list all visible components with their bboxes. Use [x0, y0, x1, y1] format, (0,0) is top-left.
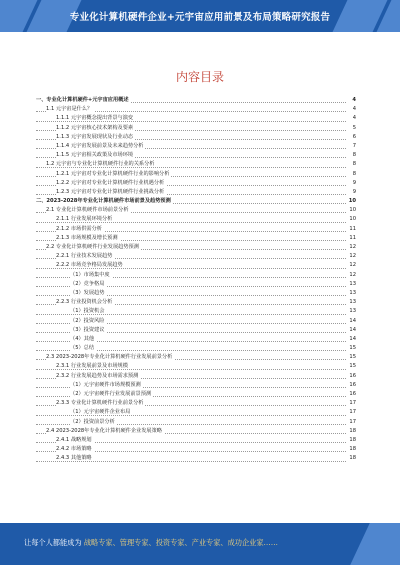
toc-page-number: 17	[348, 418, 356, 427]
toc-page-number: 8	[352, 160, 356, 169]
toc-entry-label: 1.2.1 元宇宙对专业化计算机硬件行业的影响分析	[56, 170, 170, 177]
toc-heading: 内容目录	[175, 70, 224, 84]
toc-page-number: 15	[348, 353, 356, 362]
toc-page-number: 13	[348, 307, 356, 316]
toc-entry-label: 2.4.2 市场策略	[56, 446, 92, 453]
toc-entry[interactable]	[36, 243, 356, 252]
toc-entry-label: 2.3 2023-2028年专业化计算机硬件行业发展前景分析	[46, 354, 173, 361]
toc-entry[interactable]	[36, 372, 356, 381]
footer-roles: 战略专家、管理专家、投资专家、产业专家、成功企业家……	[83, 538, 278, 547]
toc-page-number: 12	[348, 261, 356, 270]
toc-entry-label: （2）元宇宙硬件行业发展前景预测	[70, 391, 152, 397]
toc-entry-label: 1.2.3 元宇宙对专业化计算机硬件行业挑战分析	[56, 188, 165, 195]
footer-lead: 让每个人都能成为	[24, 538, 82, 547]
toc-page-number: 15	[348, 362, 356, 371]
toc-page-number: 13	[348, 289, 356, 298]
toc-entry-label: （1）市场集中度	[70, 271, 110, 278]
toc-entry[interactable]	[36, 408, 356, 417]
toc-entry-label: 二、2023-2028年专业化计算机硬件市场前景及趋势预测	[36, 198, 171, 205]
toc-entry-label: 一、专业化计算机硬件+元宇宙应用概述	[36, 97, 129, 103]
toc-entry-label: （3）投资建议	[70, 326, 105, 333]
toc-page-number: 15	[348, 344, 356, 353]
toc-entry[interactable]	[36, 418, 356, 427]
toc-entry-label: 2.1.2 市场供需分析	[56, 225, 102, 232]
toc-entry[interactable]	[36, 335, 356, 344]
toc-entry[interactable]	[36, 261, 356, 270]
toc-entry-label: 2.4.3 其他策略	[56, 455, 92, 462]
toc-entry-label: 1.1.1 元宇宙概念提出背景与演变	[56, 115, 134, 122]
toc-entry-label: 2.3.3 专业化计算机硬件行业前景分析	[56, 400, 144, 407]
toc-page-number: 10	[348, 197, 356, 206]
toc-page-number: 13	[348, 298, 356, 307]
toc-page-number: 18	[348, 454, 356, 463]
toc-page-number: 14	[348, 317, 356, 326]
toc-entry[interactable]	[36, 317, 356, 326]
toc-page-number: 18	[348, 436, 356, 445]
toc-entry-label: 1.1.3 元宇宙发展现状及行业动态	[56, 133, 134, 140]
toc-entry[interactable]	[36, 344, 356, 353]
toc-entry[interactable]	[36, 114, 356, 123]
toc-entry-label: 2.2.3 行业投资机会分析	[56, 299, 113, 306]
toc-entry[interactable]	[36, 307, 356, 316]
toc-entry-label: 2.2.1 行业技术发展趋势	[56, 253, 113, 260]
toc-page-number: 16	[348, 390, 356, 399]
toc-entry[interactable]	[36, 96, 356, 105]
toc-page-number: 5	[352, 124, 356, 133]
header-banner	[0, 0, 400, 32]
toc-entry[interactable]	[36, 280, 356, 289]
toc-entry[interactable]	[36, 390, 356, 399]
toc-entry-label: （1）元宇宙硬件市场规模预测	[70, 381, 141, 388]
toc-entry-label: 1.2 元宇宙与专业化计算机硬件行业的关系分析	[46, 161, 155, 168]
toc-entry[interactable]	[36, 399, 356, 408]
toc-entry[interactable]	[36, 133, 356, 142]
toc-entry[interactable]	[36, 271, 356, 280]
toc-entry-label: （2）投资风险	[70, 317, 105, 324]
toc-page-number: 12	[348, 271, 356, 280]
table-of-contents	[36, 96, 356, 464]
toc-entry-label: （2）投资前景分析	[70, 418, 115, 425]
toc-entry[interactable]	[36, 326, 356, 335]
toc-page-number: 7	[352, 142, 356, 151]
toc-entry[interactable]	[36, 225, 356, 234]
toc-entry[interactable]	[36, 427, 356, 436]
toc-page-number: 4	[352, 105, 356, 114]
toc-entry[interactable]	[36, 353, 356, 362]
toc-page-number: 16	[348, 381, 356, 390]
toc-entry-label: 1.1.4 元宇宙发展前景及未来趋势分析	[56, 142, 144, 149]
toc-entry[interactable]	[36, 105, 356, 114]
toc-entry[interactable]	[36, 454, 356, 463]
toc-page-number: 10	[348, 215, 356, 224]
toc-entry[interactable]	[36, 170, 356, 179]
toc-entry-label: 2.4.1 战略规划	[56, 436, 92, 443]
toc-page-number: 18	[348, 427, 356, 436]
toc-page-number: 17	[348, 399, 356, 408]
toc-entry[interactable]	[36, 160, 356, 169]
toc-entry-label: 1.2.2 元宇宙对专业化计算机硬件行业机遇分析	[56, 179, 165, 186]
toc-entry[interactable]	[36, 289, 356, 298]
toc-entry-label: （5）总结	[70, 345, 95, 352]
toc-entry[interactable]	[36, 381, 356, 390]
toc-page-number: 14	[348, 326, 356, 335]
toc-entry-label: 2.4 2023-2028年专业化计算机硬件企业发展策略	[46, 427, 162, 434]
toc-entry-label: （3）发展趋势	[70, 289, 105, 296]
toc-page-number: 10	[348, 206, 356, 215]
toc-entry[interactable]	[36, 206, 356, 215]
toc-page-number: 11	[348, 225, 356, 234]
toc-entry[interactable]	[36, 298, 356, 307]
toc-entry-label: （2）竞争格局	[70, 280, 105, 287]
toc-page-number: 9	[352, 179, 356, 188]
toc-entry-label: 2.3.2 行业发展趋势及市场需求预测	[56, 372, 139, 379]
toc-entry[interactable]	[36, 215, 356, 224]
toc-page-number: 12	[348, 252, 356, 261]
toc-entry[interactable]	[36, 142, 356, 151]
toc-page-number: 17	[348, 408, 356, 417]
toc-page-number: 6	[352, 133, 356, 142]
footer-banner	[0, 523, 400, 565]
toc-entry[interactable]	[36, 179, 356, 188]
report-title: 专业化计算机硬件企业+元宇宙应用前景及布局策略研究报告	[69, 12, 331, 23]
toc-page-number: 16	[348, 372, 356, 381]
toc-entry-label: 2.1.1 行业发展环境分析	[56, 216, 113, 223]
toc-entry[interactable]	[36, 124, 356, 133]
toc-entry[interactable]	[36, 445, 356, 454]
toc-entry[interactable]	[36, 197, 356, 206]
toc-page-number: 4	[351, 96, 356, 105]
toc-entry-label: 2.1 专业化计算机硬件市场前景分析	[46, 207, 129, 214]
toc-entry-label: （4）其他	[70, 335, 95, 342]
toc-entry[interactable]	[36, 252, 356, 261]
toc-entry[interactable]	[36, 188, 356, 197]
toc-page-number: 11	[348, 234, 356, 243]
toc-page-number: 12	[348, 243, 356, 252]
toc-page-number: 8	[352, 151, 356, 160]
toc-page-number: 14	[348, 335, 356, 344]
toc-entry-label: 1.1.2 元宇宙核心技术架构及要素	[56, 124, 134, 131]
toc-page-number: 13	[348, 280, 356, 289]
toc-entry[interactable]	[36, 234, 356, 243]
toc-entry-label: 2.2.2 市场竞争格局发展趋势	[56, 262, 123, 269]
toc-page-number: 9	[352, 188, 356, 197]
toc-entry[interactable]	[36, 362, 356, 371]
toc-page-number: 4	[352, 114, 356, 123]
footer-slogan	[24, 538, 278, 548]
toc-entry-label: 2.3.1 行业发展前景及市场规模	[56, 363, 128, 370]
toc-entry-label: 1.1 元宇宙是什么？	[46, 106, 93, 113]
toc-entry[interactable]	[36, 151, 356, 160]
toc-entry-label: （1）投资机会	[70, 308, 105, 315]
toc-entry-label: 2.1.3 市场规模及增长预测	[56, 234, 118, 241]
toc-entry-label: 2.2 专业化计算机硬件行业发展趋势预测	[46, 244, 139, 250]
toc-page-number: 18	[348, 445, 356, 454]
footer-stripe	[350, 523, 400, 565]
toc-entry[interactable]	[36, 436, 356, 445]
toc-entry-label: 1.1.5 元宇宙相关政策及市场环境	[56, 152, 134, 159]
toc-page-number: 8	[352, 170, 356, 179]
toc-entry-label: （1）元宇宙硬件企业布局	[70, 409, 131, 416]
